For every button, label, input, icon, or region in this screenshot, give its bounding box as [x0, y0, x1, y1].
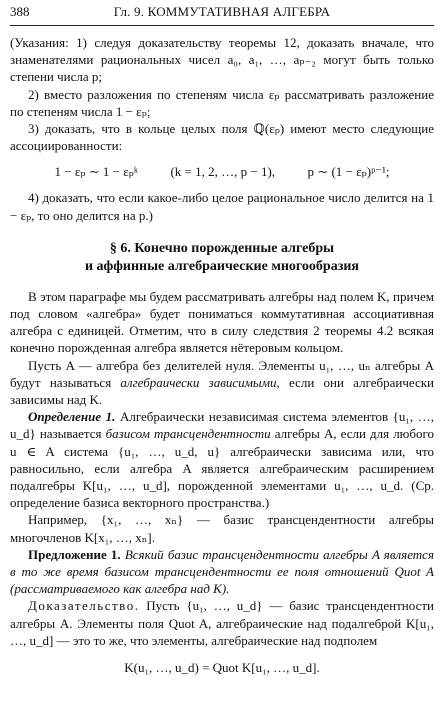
hint-paragraph-3: 3) доказать, что в кольце целых поля ℚ(εₚ) имеют место следующие ассоциированности:: [10, 121, 434, 154]
proposition-label: Предложение 1.: [28, 546, 121, 562]
formula-part-b: (k = 1, 2, …, p − 1),: [170, 164, 276, 180]
proof-label: Доказательство.: [28, 598, 140, 614]
hint-paragraph-1: (Указания: 1) следуя доказательству теоремы 12, доказать вначале, что знаменателями рациональных чисел a₀, a₁, …, aₚ₋₂ могут быть только степени числа p;: [10, 35, 434, 85]
section-title-line-2: и аффинные алгебраические многообразия: [84, 258, 359, 274]
chapter-title: Гл. 9. КОММУТАТИВНАЯ АЛГЕБРА: [113, 4, 331, 19]
proposition-paragraph: [10, 546, 434, 598]
formula-part-c: p ∼ (1 − εₚ)ᵖ⁻¹;: [307, 164, 390, 180]
section-title-line-1: § 6. Конечно порожденные алгебры: [109, 240, 335, 256]
dependence-term: алгебраически зависимыми: [120, 374, 277, 390]
dependence-text-start: Пусть A — алгебра без делителей нуля. Элементы u₁, …, uₙ алгебры A будут называться: [10, 357, 434, 390]
hint-paragraph-2: 2) вместо разложения по степеням числа εₚ рассматривать разложение по степеням числа 1 − εₚ;: [10, 86, 434, 119]
example-paragraph: Например, {x₁, …, xₙ} — базис трансцендентности алгебры многочленов K[x₁, …, xₙ].: [10, 512, 434, 545]
section-heading: [10, 240, 434, 276]
proof-text: Пусть {u₁, …, u_d} — базис трансцендентности алгебры A. Элементы поля Quot A, алгебраические над подалгеброй K[u₁, …, u_d] — это то же, что элементы, алгебраические над подполем: [10, 598, 434, 648]
proof-paragraph: [10, 597, 434, 649]
definition-term: базисом трансцендентности: [105, 426, 271, 442]
definition-label: Определение 1.: [28, 409, 116, 425]
dependence-paragraph: [10, 357, 434, 409]
dependence-text-end: , если они алгебраически зависимы над K.: [10, 374, 435, 408]
page-number: 388: [10, 4, 30, 19]
book-page: [10, 4, 434, 677]
definition-paragraph: [10, 408, 434, 511]
proposition-text: Всякий базис трансцендентности алгебры A является в то же время базисом трансцендентности ее поля отношений Quot A (рассматриваемого как алгебра над K).: [10, 546, 434, 597]
quotient-formula: K(u₁, …, u_d) = Quot K[u₁, …, u_d].: [124, 660, 320, 676]
hint-paragraph-4: 4) доказать, что если какое-либо целое рациональное число делится на 1 − εₚ, то оно делится на p.): [10, 190, 434, 223]
intro-paragraph: В этом параграфе мы будем рассматривать алгебры над полем K, причем под словом «алгебра» будет пониматься коммутативная ассоциативная алгебра с единицей. Отметим, что в силу следствия 2 теоремы 4.2 всякая конечно порожденная алгебра является нётеровым кольцом.: [10, 288, 434, 356]
definition-text-b: алгебры A, если для любого u ∈ A система {u₁, …, u_d, u} алгебраически зависима или, что равносильно, если алгебра A является алгебраическим расширением подалгебры K[u₁, …, u_d], порожденной элементами u₁, …, u_d. (Ср. определение базиса векторного пространства.): [10, 426, 435, 511]
definition-text-a: Алгебраически независимая система элементов {u₁, …, u_d} называется: [10, 409, 434, 442]
header-rule: [10, 25, 434, 26]
page-header: [10, 4, 434, 22]
formula-part-a: 1 − εₚ ∼ 1 − εₚᵏ: [54, 164, 138, 180]
associations-formula: [10, 163, 434, 181]
